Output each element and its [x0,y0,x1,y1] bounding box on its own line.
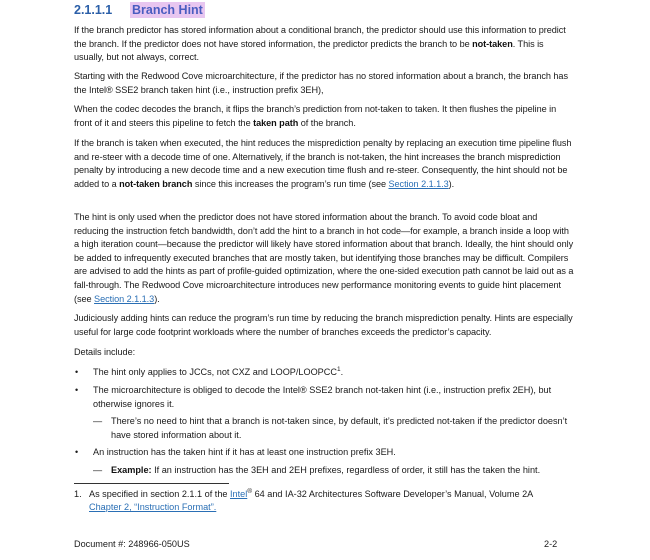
sub-bullet-item: — There’s no need to hint that a branch is not-taken since, by default, it’s predicted not-taken if the predictor doesn’t have stored information about it. [93,416,568,440]
sub-bullet-item: — Example: If an instruction has the 3EH and 2EH prefixes, regardless of order, it still has the taken the hint. [93,464,574,478]
dash-icon: — [93,416,103,426]
section-2-1-1-3-link[interactable]: Section 2.1.1.3 [94,293,155,304]
paragraph-6: Judiciously adding hints can reduce the program’s run time by reducing the branch misprediction penalty. Hints are especially useful for large code footprint workloads where the number of branches exceeds the predictor’s capacity. [74,313,573,337]
bullet-item: • The hint only applies to JCCs, not CXZ and LOOP/LOOPCC$^1$. [74,366,574,380]
paragraph-3: When the codec decodes the branch, it flips the branch’s prediction from not-taken to taken. It then flushes the pipeline in front of it and steers this pipeline to fetch the taken path of the branch. [74,104,557,128]
bullet-item: • The microarchitecture is obliged to decode the Intel® SSE2 branch not-taken hint (i.e., instruction prefix 2EH), but otherwise ignores it. [75,385,552,409]
bullet-icon: • [75,447,79,457]
paragraph-2: Starting with the Redwood Cove microarchitecture, if the predictor has no stored information about a branch, the branch has the Intel® SSE2 branch taken hint (i.e., instruction prefix 3EH), [74,71,568,95]
footnote-separator [74,483,229,484]
paragraph-5: The hint is only used when the predictor does not have stored information about the branch. To avoid code bloat and reducing the instruction fetch bandwidth, don’t add the hint to a branch in hot code—for example, a branch inside a loop with a high iteration count—because the predictor will likely have stored information about that branch. Ideally, the hint should only be added to infrequently executed branches that are mostly taken, but identifying those branches may be difficult. Compilers are advised to add the hints as part of profile-guided optimization, where the one-sided execution path cannot be laid out as a fall-through. The Redwood Cove microarchitecture introduces new performance monitoring events to guide hint placement (see Section 2.1.1.3). [74,212,574,304]
section-number: 2.1.1.1 [74,3,113,17]
section-2-1-1-3-link[interactable]: Section 2.1.1.3 [388,178,449,189]
page-number: 2-2 [544,539,558,549]
section-heading [74,3,205,17]
paragraph-7: Details include: [74,347,136,357]
section-title: Branch Hint [132,3,203,17]
document-number: Document #: 248966-050US [74,539,190,549]
bullet-icon: • [75,367,79,377]
bullet-icon: • [75,385,79,395]
intel-link[interactable]: Intel [230,489,248,499]
bullet-item: • An instruction has the taken hint if it has at least one instruction prefix 3EH. [74,446,574,460]
instruction-format-link[interactable]: Chapter 2, “Instruction Format”. [89,502,217,512]
paragraph-4: If the branch is taken when executed, the hint reduces the misprediction penalty by replacing an execution time pipeline flush and re-steer with a decode time of one. Alternatively, if the branch is not-taken, the hint increases the branch misprediction penalty by introducing a new decode time and a new execution time flush and re-steer. Consequently, the hint should not be added to a not-taken branch since this increases the program’s run time (see Section 2.1.1.3). [74,138,572,189]
footnote-number: 1. [74,489,82,499]
dash-icon: — [93,465,103,475]
footnote-ref[interactable]: 1 [336,365,341,373]
paragraph-1: If the branch predictor has stored information about a conditional branch, the predictor should use this information to predict the branch. If the predictor does not have stored information, the predictor predicts the branch to be not-taken. This is usually, but not always, correct. [74,25,566,63]
footnote: 1. As specified in section 2.1.1 of the Intel® 64 and IA-32 Architectures Software Developer’s Manual, Volume 2A Chapter 2, “Instruction Format”. [74,487,534,512]
